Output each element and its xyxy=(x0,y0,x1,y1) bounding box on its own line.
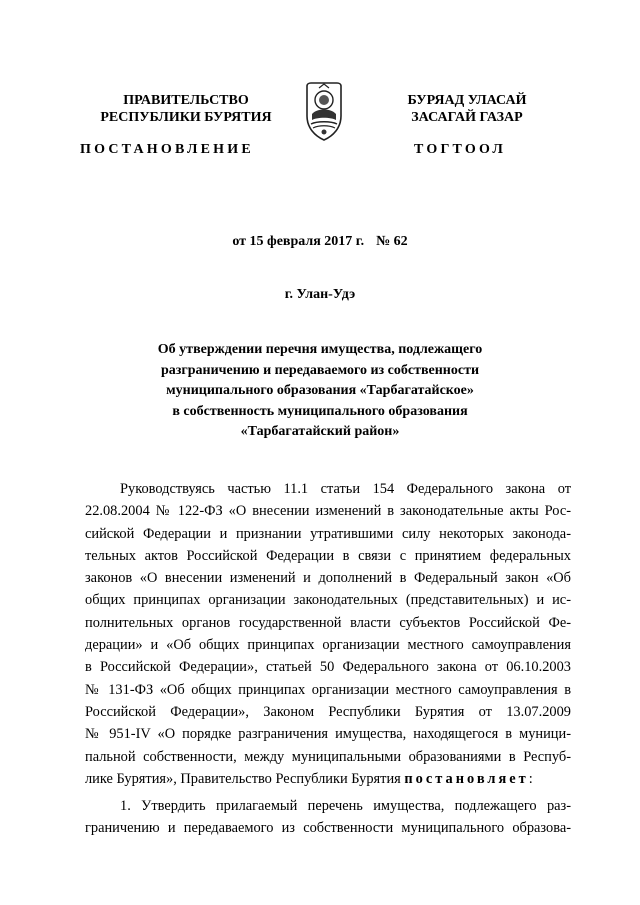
date-number-line xyxy=(0,234,640,250)
clause-1-paragraph xyxy=(85,795,571,840)
title-line: в собственность муниципального образования xyxy=(172,403,468,419)
document-title xyxy=(120,340,520,443)
text-fragment: : xyxy=(528,770,533,787)
decree-word: постановляет xyxy=(404,770,529,787)
title-line: разграничению и передаваемого из собственности xyxy=(160,362,480,378)
title-line: Об утверждении перечня имущества, подлежащего xyxy=(157,342,483,357)
header-left-line-2: РЕСПУБЛИКИ БУРЯТИЯ xyxy=(100,110,272,125)
text-line: № 951-IV «О порядке разграничения имущества, находящегося в муници- xyxy=(85,726,571,743)
header-right-line-1: БУРЯАД УЛАСАЙ xyxy=(407,93,527,108)
text-line: в Российской Федерации», статьей 50 Федерального закона от 06.10.2003 xyxy=(85,659,571,676)
text-line: дерации» и «Об общих принципах организации местного самоуправления xyxy=(85,637,571,654)
title-line: муниципального образования «Тарбагатайское» xyxy=(166,383,474,398)
text-line: Российской Федерации», Законом Республики Бурятия от 13.07.2009 xyxy=(85,703,571,720)
text-line: пальной собственности, между муниципальными образованиями в Респуб- xyxy=(85,748,571,765)
coat-of-arms-icon xyxy=(299,80,349,142)
preamble-paragraph xyxy=(85,478,571,790)
text-line: 22.08.2004 № 122-ФЗ «О внесении изменений в законодательные акты Рос- xyxy=(85,503,571,520)
text-line: законов «О внесении изменений и дополнений в Федеральный закон «Об xyxy=(85,570,571,587)
document-date: от 15 февраля 2017 г. xyxy=(232,234,365,249)
text-line: полнительных органов государственной власти субъектов Российской Фе- xyxy=(85,614,571,631)
text-line: сийской Федерации и признании утратившими силу некоторых законода- xyxy=(85,525,571,542)
title-line: «Тарбагатайский район» xyxy=(240,424,400,439)
document-number: № 62 xyxy=(376,234,408,249)
header-left-line-1: ПРАВИТЕЛЬСТВО xyxy=(123,93,249,108)
government-name-bua xyxy=(352,92,582,126)
text-line: № 131-ФЗ «Об общих принципах организации местного самоуправления в xyxy=(85,681,571,698)
header-right-line-2: ЗАСАГАЙ ГАЗАР xyxy=(411,110,523,125)
text-line: 1. Утвердить прилагаемый перечень имущества, подлежащего раз- xyxy=(120,798,571,814)
document-type-bua: ТОГТООЛ xyxy=(414,142,507,157)
text-line: тельных актов Российской Федерации в связи с принятием федеральных xyxy=(85,547,571,564)
text-line: Руководствуясь частью 11.1 статьи 154 Федерального закона от xyxy=(120,481,571,497)
text-line: общих принципах организации законодательных (представительных) и ис- xyxy=(85,592,571,609)
document-city: г. Улан-Удэ xyxy=(284,287,356,302)
document-type-ru: ПОСТАНОВЛЕНИЕ xyxy=(80,142,254,157)
text-fragment: лике Бурятия», Правительство Республики Бурятия xyxy=(85,770,405,787)
government-name-ru xyxy=(76,92,296,126)
text-line: граничению и передаваемого из собственности муниципального образова- xyxy=(85,820,571,837)
text-line-last xyxy=(85,768,571,790)
